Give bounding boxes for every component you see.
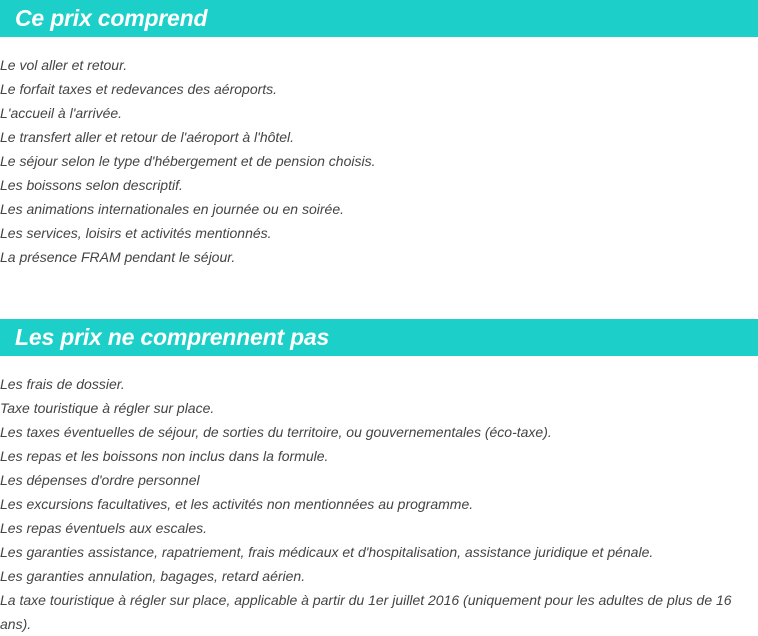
included-title: Ce prix comprend xyxy=(15,5,208,31)
included-header xyxy=(0,0,758,37)
list-item: Les repas éventuels aux escales. xyxy=(0,520,208,536)
excluded-section xyxy=(0,319,758,636)
excluded-title: Les prix ne comprennent pas xyxy=(15,324,330,350)
list-item: La taxe touristique à régler sur place, applicable à partir du 1er juillet 2016 (uniquement pour les adultes de plus de 16 ans). xyxy=(0,592,732,632)
list-item: Les dépenses d'ordre personnel xyxy=(0,472,200,488)
list-item: Les garanties annulation, bagages, retard aérien. xyxy=(0,568,306,584)
list-item: Les repas et les boissons non inclus dans la formule. xyxy=(0,448,329,464)
list-item: Le forfait taxes et redevances des aéroports. xyxy=(0,81,278,97)
list-item: Le séjour selon le type d'hébergement et de pension choisis. xyxy=(0,153,376,169)
excluded-list xyxy=(0,372,758,636)
list-item: Les frais de dossier. xyxy=(0,376,125,392)
included-list xyxy=(0,53,758,269)
excluded-header xyxy=(0,319,758,356)
list-item: Le vol aller et retour. xyxy=(0,57,128,73)
list-item: Les boissons selon descriptif. xyxy=(0,177,183,193)
list-item: Les garanties assistance, rapatriement, frais médicaux et d'hospitalisation, assistance juridique et pénale. xyxy=(0,544,654,560)
list-item: Les taxes éventuelles de séjour, de sorties du territoire, ou gouvernementales (éco-taxe). xyxy=(0,424,552,440)
list-item: Taxe touristique à régler sur place. xyxy=(0,400,215,416)
list-item: La présence FRAM pendant le séjour. xyxy=(0,249,236,265)
list-item: L'accueil à l'arrivée. xyxy=(0,105,123,121)
list-item: Les excursions facultatives, et les activités non mentionnées au programme. xyxy=(0,496,474,512)
included-section xyxy=(0,0,758,269)
list-item: Le transfert aller et retour de l'aéroport à l'hôtel. xyxy=(0,129,295,145)
list-item: Les animations internationales en journée ou en soirée. xyxy=(0,201,345,217)
list-item: Les services, loisirs et activités mentionnés. xyxy=(0,225,272,241)
